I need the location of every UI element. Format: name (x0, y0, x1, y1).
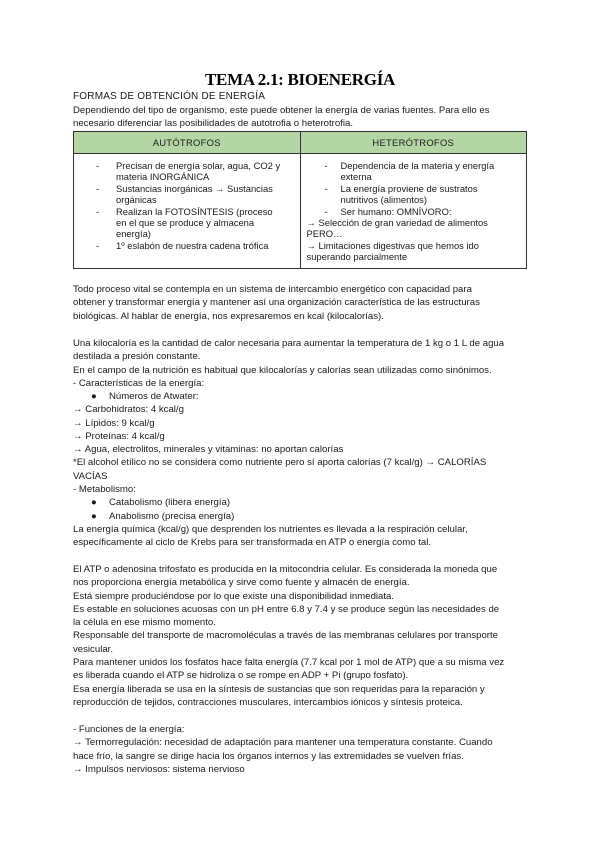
section-heading: FORMAS DE OBTENCIÓN DE ENERGÍA (73, 91, 266, 102)
paragraph-functions: - Funciones de la energía: → Termorregulación: necesidad de adaptación para mantener una temperatura constante. Cuando hace frío, la sangre se dirige hacia los órganos internos y las extremidades se vuelven frías. → Impulsos nerviosos: sistema nervioso (73, 724, 493, 775)
list-item: - La energía proviene de sustratos nutritivos (alimentos) (324, 182, 478, 206)
list-item: - Dependencia de la materia y energía externa (324, 160, 495, 183)
intro-paragraph: Dependiendo del tipo de organismo, este puede obtener la energía de varias fuentes. Para ello es necesario diferenciar las posibilidades de autotrofia o heterotrofia. (73, 105, 490, 130)
list-item: - Realizan la FOTOSÍNTESIS (proceso en el que se produce y almacena energía) (96, 205, 273, 240)
autotrofos-header: AUTÓTROFOS (74, 132, 301, 154)
paragraph-chemical-energy: La energía química (kcal/g) que desprenden los nutrientes es llevada a la respiración celular, específicamente al ciclo de Krebs para ser transformada en ATP o energía como tal. (73, 524, 468, 549)
list-item: - Sustancias inorgánicas → Sustancias orgánicas (96, 182, 273, 206)
paragraph-kilocaloria: Una kilocaloría es la cantidad de calor necesaria para aumentar la temperatura de 1 kg o 1 L de agua destilada a presión constante. En el campo de la nutrición es habitual que kilocalorías y calorías sean utilizadas como sinónimos. - Características de la energía: (73, 338, 505, 389)
atwater-list: ● Números de Atwater: → Carbohidratos: 4 kcal/g → Lípidos: 9 kcal/g → Proteínas: 4 kcal/g → Agua, electrolitos, minerales y vitaminas: no aportan calorías *El alcohol etílico no se considera como nutriente pero sí aporta calorías (7 kcal/g) → CALORÍAS VACÍAS - Metabolismo: ● Catabolismo (libera energía) ● Anabolismo (precisa energía) (73, 390, 533, 523)
list-item: ● Números de Atwater: (91, 391, 199, 402)
heterotrofos-cell (300, 154, 527, 269)
document-title: TEMA 2.1: BIOENERGÍA (205, 70, 395, 89)
list-item: - 1º eslabón de nuestra cadena trófica (96, 239, 269, 251)
list-item: ● Anabolismo (precisa energía) (91, 510, 235, 522)
heterotrofos-header: HETERÓTROFOS (300, 132, 527, 154)
list-item: - Precisan de energía solar, agua, CO2 y materia INORGÁNICA (96, 160, 281, 183)
list-item: - Ser humano: OMNÍVORO: (324, 205, 452, 217)
omnivoro-notes: → Selección de gran variedad de alimentos PERO… → Limitaciones digestivas que hemos ido superando parcialmente (306, 217, 488, 263)
comparison-table (73, 131, 527, 269)
paragraph-atp: El ATP o adenosina trifosfato es producida en la mitocondria celular. Es considerada la moneda que nos proporciona energía metabólica y sirve como fuente y almacén de energía. Está siempre produciéndose por lo que existe una disponibilidad inmediata. Es estable en soluciones acuosas con un pH entre 6.8 y 7.4 y se produce según las necesidades de la célula en ese mismo momento. Responsable del transporte de macromoléculas a través de las membranas celulares por transporte vesicular. Para mantener unidos los fosfatos hace falta energía (7.7 kcal por 1 mol de ATP) que a su misma vez es liberada cuando el ATP se hidroliza o se rompe en ADP + Pi (grupo fosfato). Esa energía liberada se usa en la síntesis de sustancias que son requeridas para la reparación y reproducción de tejidos, contracciones musculares, intercambios iónicos y síntesis proteica. (73, 564, 505, 708)
list-item: ● Catabolismo (libera energía) (91, 497, 231, 509)
autotrofos-cell (74, 154, 301, 269)
paragraph-energy-system: Todo proceso vital se contempla en un sistema de intercambio energético con capacidad para obtener y transformar energía y mantener así una organización característica de las estructuras biológicas. Al hablar de energía, nos expresaremos en kcal (kilocalorías). (73, 284, 480, 322)
